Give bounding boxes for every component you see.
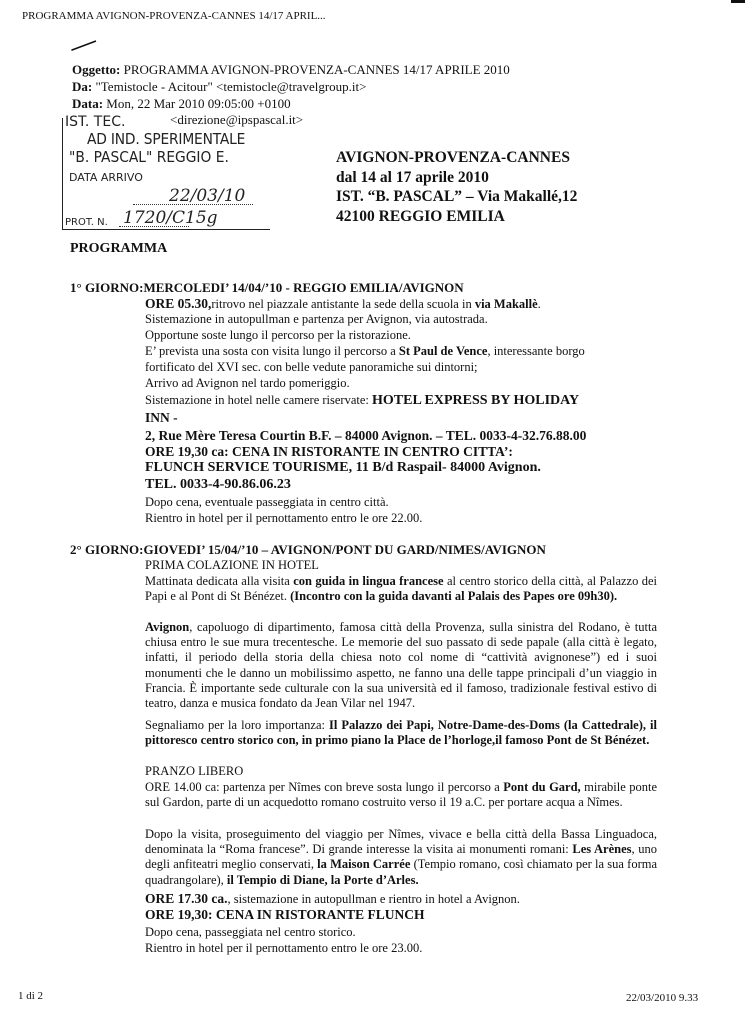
day1-line8: INN - <box>145 410 178 425</box>
day1-line5: fortificato del XVI sec. con belle vedute panoramiche sui dintorni; <box>145 360 478 374</box>
day2-paragraph-avignon: Avignon, capoluogo di dipartimento, famosa città della Provenza, sulla sinistra del Rodano, è tutta chiusa entro le sue mura trecentesche. Le memorie del suo passato di sede papale (alla città è legato, infatti, il periodo della storia della chiesa noto col nome di “cattività avignonese”) ed i suoi monumenti che le danno un mobilissimo aspetto, ne fanno una delle tappe principali d’un viaggio in Francia. È importante sede culturale con la sua università ed il famoso, tradizionale festival estivo di teatro, danza e musica fondato da Jean Vilar nel 1947. <box>145 620 657 711</box>
day2-colazione: PRIMA COLAZIONE IN HOTEL <box>145 558 319 572</box>
day1-restaurant: FLUNCH SERVICE TOURISME, 11 B/d Raspail- 84000 Avignon. <box>145 460 541 475</box>
stamp-line2: AD IND. SPERIMENTALE <box>87 130 246 148</box>
day1-line6: Arrivo ad Avignon nel tardo pomeriggio. <box>145 376 350 390</box>
email-to: <direzione@ipspascal.it> <box>170 112 304 127</box>
day1-line13: Dopo cena, eventuale passeggiata in centro città. <box>145 495 389 509</box>
day1-line3: Opportune soste lungo il percorso per la ristorazione. <box>145 328 411 342</box>
page-number: 1 di 2 <box>18 990 44 1002</box>
day2-paragraph-nimes: Dopo la visita, proseguimento del viaggio per Nîmes, vivace e bella città della Bassa Linguadoca, denominata la “Roma francese”. Di grande interesse la visita ai monumenti romani: Les Arènes, uno degli anfiteatri meglio conservati, la Maison Carrée (Tempio romano, così chiamato per la sua forma quadrangolare), il Tempio di Diane, la Porte d’Arles. <box>145 827 658 887</box>
day1-line2: Sistemazione in autopullman e partenza per Avignon, via autostrada. <box>145 312 488 326</box>
day2-return: ORE 17.30 ca., sistemazione in autopullman e rientro in hotel a Avignon. <box>145 891 520 906</box>
day2-paragraph-morning: Mattinata dedicata alla visita con guida in lingua francese al centro storico della città, al Palazzo dei Papi e al Pont di St Bénézet. (Incontro con la guida davanti al Palais des Papes ore 09h30). <box>145 574 657 604</box>
fax-timestamp: 22/03/2010 9.33 <box>626 992 699 1004</box>
day2-line-after-dinner: Dopo cena, passeggiata nel centro storico. <box>145 925 356 939</box>
stamp-prot-label: PROT. N. <box>65 217 108 228</box>
day2-dinner: ORE 19,30: CENA IN RISTORANTE FLUNCH <box>145 907 425 922</box>
check-mark-icon <box>70 40 98 52</box>
email-from: Da: "Temistocle - Acitour" <temistocle@travelgroup.it> <box>72 79 367 94</box>
title-block <box>336 148 577 226</box>
title-line2: dal 14 al 17 aprile 2010 <box>336 168 489 186</box>
stamp-handwritten-date: 22/03/10 <box>169 186 246 206</box>
title-line4: 42100 REGGIO EMILIA <box>336 207 505 225</box>
day1-heading: 1° GIORNO:MERCOLEDI’ 14/04/’10 - REGGIO EMILIA/AVIGNON <box>70 280 464 295</box>
day2-heading: 2° GIORNO:GIOVEDI’ 15/04/’10 – AVIGNON/PONT DU GARD/NIMES/AVIGNON <box>70 542 546 557</box>
day1-line14: Rientro in hotel per il pernottamento entro le ore 22.00. <box>145 511 423 525</box>
stamp-line1: IST. TEC. <box>65 114 126 130</box>
day1-dinner: ORE 19,30 ca: CENA IN RISTORANTE IN CENTRO CITTA’: <box>145 444 513 459</box>
scan-edge-mark <box>731 0 745 3</box>
day2-line-return-hotel: Rientro in hotel per il pernottamento entro le ore 23.00. <box>145 941 423 955</box>
day2-paragraph-highlights: Segnaliamo per la loro importanza: Il Palazzo dei Papi, Notre-Dame-des-Doms (la Cattedrale), il pittoresco centro storico con, in primo piano la Place de l’horloge,il famoso Pont de St Bénézet. <box>145 718 657 748</box>
stamp-data-arrivo-label: DATA ARRIVO <box>69 171 143 184</box>
stamp-date-line <box>133 204 253 205</box>
title-line1: AVIGNON-PROVENZA-CANNES <box>336 149 570 166</box>
stamp-handwritten-prot: 1720/C15g <box>123 208 218 228</box>
programma-heading: PROGRAMMA <box>70 241 168 256</box>
day1-line7: Sistemazione in hotel nelle camere riservate: HOTEL EXPRESS BY HOLIDAY <box>145 393 580 408</box>
email-date: Data: Mon, 22 Mar 2010 09:05:00 +0100 <box>72 96 291 111</box>
stamp-prot-line <box>119 226 189 227</box>
day1-line1: ORE 05.30,ritrovo nel piazzale antistante la sede della scuola in via Makallè. <box>145 296 541 311</box>
email-subject: Oggetto: PROGRAMMA AVIGNON-PROVENZA-CANNES 14/17 APRILE 2010 <box>72 62 510 77</box>
fax-header: PROGRAMMA AVIGNON-PROVENZA-CANNES 14/17 APRIL... <box>22 10 326 22</box>
day2-pranzo: PRANZO LIBERO <box>145 764 244 778</box>
stamp-line3: "B. PASCAL" REGGIO E. <box>69 148 229 166</box>
day1-hotel-address: 2, Rue Mère Teresa Courtin B.F. – 84000 Avignon. – TEL. 0033-4-32.76.88.00 <box>145 428 587 443</box>
day2-paragraph-pontdugard: ORE 14.00 ca: partenza per Nîmes con breve sosta lungo il percorso a Pont du Gard, mirabile ponte sul Gardon, parte di un acquedotto romano costruito verso il 19 a.C. per portare acqua a Nîmes. <box>145 780 657 810</box>
title-line3: IST. “B. PASCAL” – Via Makallé,12 <box>336 188 578 205</box>
day1-restaurant-tel: TEL. 0033-4-90.86.06.23 <box>145 477 291 492</box>
day1-line4: E’ prevista una sosta con visita lungo il percorso a St Paul de Vence, interessante borgo <box>145 344 585 358</box>
